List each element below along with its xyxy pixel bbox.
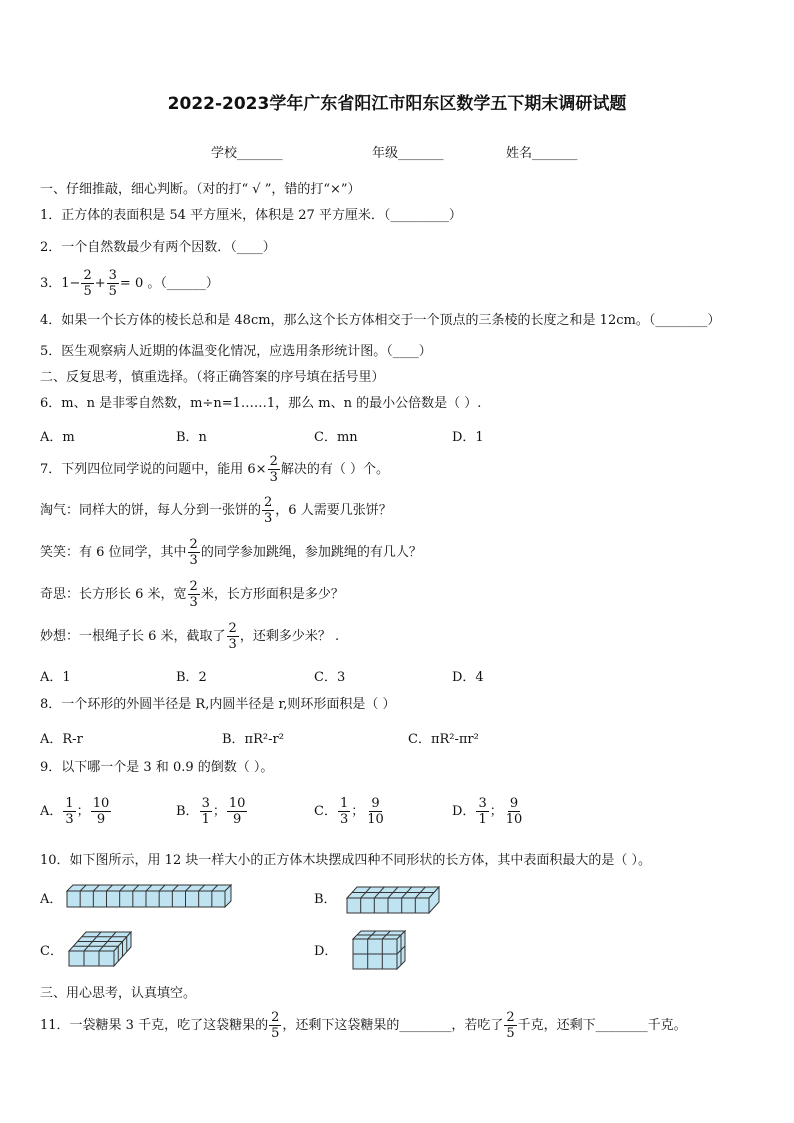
- q7-option-a: A．1: [40, 670, 71, 685]
- page-title: 2022-2023学年广东省阳江市阳东区数学五下期末调研试题: [167, 94, 627, 114]
- q7-option-b: B．2: [176, 670, 207, 685]
- school-field: 学校_______: [211, 146, 283, 161]
- grade-field: 年级_______: [372, 146, 444, 161]
- q10-figure-c: [68, 931, 132, 967]
- section-3-heading: 三、用心思考，认真填空。: [40, 986, 197, 1001]
- q8-option-b: B．πR²-r²: [222, 732, 284, 747]
- q6-option-b: B．n: [176, 430, 207, 445]
- name-field: 姓名_______: [506, 146, 578, 161]
- question-5: 5．医生观察病人近期的体温变化情况，应选用条形统计图。（____）: [40, 344, 432, 359]
- fraction: $\frac{2}{5}$: [271, 1010, 280, 1041]
- question-4: 4．如果一个长方体的棱长总和是 48cm，那么这个长方体相交于一个顶点的三条棱的长度之和是 12cm。（________）: [40, 313, 721, 328]
- question-7: 7．下列四位同学说的问题中，能用 6× $\frac{2}{3}$ 解决的有（ ）个。: [40, 454, 389, 485]
- q7-option-d: D．4: [452, 670, 484, 685]
- question-3: 3．1− $\frac{2}{5}$ + $\frac{3}{5}$ = 0 。（______）: [40, 268, 219, 299]
- q9-option-c: C． $\frac{1}{3}$ ； $\frac{9}{10}$: [314, 796, 384, 827]
- q10-figure-d: [352, 930, 406, 970]
- question-9: 9．以下哪一个是 3 和 0.9 的倒数（ ）。: [40, 760, 274, 775]
- question-2: 2．一个自然数最少有两个因数．（____）: [40, 240, 276, 255]
- q10-option-a-label: A．: [40, 892, 63, 907]
- section-2-heading: 二、反复思考，慎重选择。（将正确答案的序号填在括号里）: [40, 370, 385, 385]
- q10-option-d-label: D．: [314, 944, 338, 959]
- q10-option-c-label: C．: [40, 944, 63, 959]
- section-1-heading: 一、仔细推敲，细心判断。（对的打“ √ ”，错的打“×”）: [40, 182, 361, 197]
- q10-figure-a: [66, 884, 232, 908]
- q6-option-d: D．1: [452, 430, 484, 445]
- fraction: $\frac{2}{3}$: [228, 621, 237, 652]
- question-8: 8．一个环形的外圆半径是 R,内圆半径是 r,则环形面积是（ ）: [40, 697, 396, 712]
- fraction: $\frac{2}{3}$: [189, 579, 198, 610]
- question-10: 10．如下图所示，用 12 块一样大小的正方体木块摆成四种不同形状的长方体，其中表面积最大的是（ ）。: [40, 853, 651, 868]
- q7-statement-1: 淘气：同样大的饼，每人分到一张饼的 $\frac{2}{3}$ ，6 人需要几张饼？: [40, 495, 392, 526]
- fraction: $\frac{2}{5}$: [83, 268, 92, 299]
- q7-option-c: C．3: [314, 670, 346, 685]
- q7-statement-2: 笑笑：有 6 位同学，其中 $\frac{2}{3}$ 的同学参加跳绳，参加跳绳的有几人？: [40, 537, 422, 568]
- question-1: 1．正方体的表面积是 54 平方厘米，体积是 27 平方厘米．（_________）: [40, 208, 462, 223]
- q9-option-b: B． $\frac{3}{1}$ ； $\frac{10}{9}$: [176, 796, 246, 827]
- q8-option-c: C．πR²-πr²: [408, 732, 479, 747]
- q7-statement-4: 妙想：一根绳子长 6 米，截取了 $\frac{2}{3}$ ，还剩多少米？ .: [40, 621, 340, 652]
- question-11: 11．一袋糖果 3 千克，吃了这袋糖果的 $\frac{2}{5}$ ，还剩下这袋糖果的________，若吃了 $\frac{2}{5}$ 千克，还剩下________千克。: [40, 1010, 687, 1041]
- q7-statement-3: 奇思：长方形长 6 米，宽 $\frac{2}{3}$ 米，长方形面积是多少？: [40, 579, 344, 610]
- q6-option-c: C．mn: [314, 430, 358, 445]
- fraction: $\frac{2}{3}$: [264, 495, 273, 526]
- fraction: $\frac{3}{5}$: [108, 268, 117, 299]
- q9-option-d: D． $\frac{3}{1}$ ； $\frac{9}{10}$: [452, 796, 523, 827]
- q8-option-a: A．R-r: [40, 732, 83, 747]
- fraction: $\frac{2}{3}$: [269, 454, 278, 485]
- q9-option-a: A． $\frac{1}{3}$ ； $\frac{10}{9}$: [40, 796, 110, 827]
- fraction: $\frac{2}{5}$: [506, 1010, 515, 1041]
- q10-option-b-label: B．: [314, 892, 337, 907]
- question-6: 6．m、n 是非零自然数，m÷n=1……1，那么 m、n 的最小公倍数是（ ）.: [40, 396, 482, 411]
- q10-figure-b: [346, 886, 440, 914]
- fraction: $\frac{2}{3}$: [189, 537, 198, 568]
- q6-option-a: A．m: [40, 430, 75, 445]
